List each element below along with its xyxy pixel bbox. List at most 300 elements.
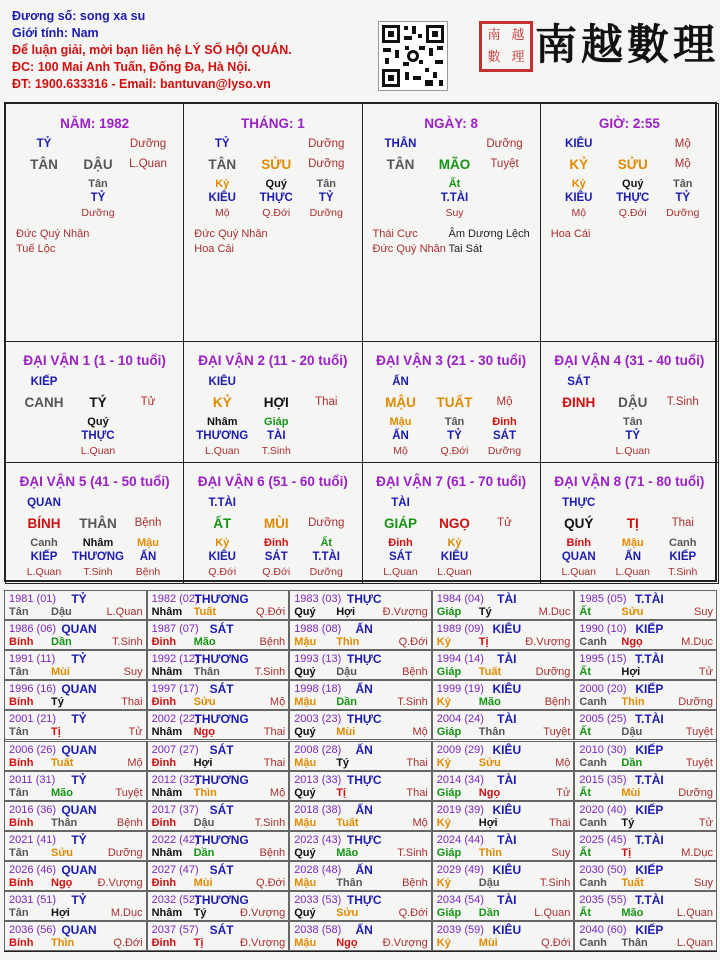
year-cell [574,620,717,650]
hidden-phase: Q.Đới [618,207,647,219]
year-cell [4,590,147,620]
year-star: KIẾP [635,862,664,877]
main-star: T.TÀI [208,497,236,509]
header-info [12,8,292,93]
year-star: THƯƠNG [194,832,249,847]
year-stem: Đinh [151,756,177,769]
year-branch: Tị [621,846,632,859]
hidden-stem: Kỷ [447,537,462,549]
year-phase: Q.Đới [255,876,286,889]
year-stem: Mậu [294,816,317,829]
year-stem: Mậu [294,756,317,769]
main-star: THỰC [562,497,596,509]
year-phase: Dưỡng [535,666,571,679]
year-cell [4,801,147,831]
earthly-branch: TỊ [626,516,639,531]
year-star: KIẾP [635,622,664,637]
year-stem: Tân [9,907,29,919]
year-phase: L.Quan [676,907,713,919]
year-phase: Bệnh [259,846,286,859]
year-star: TỶ [71,832,87,847]
hidden-star: KIẾP [30,551,58,563]
year-phase: Mộ [127,756,143,769]
year-branch: Hợi [621,666,641,679]
year-label: 1985 (05) [579,593,627,605]
year-stem: Đinh [151,696,177,709]
hidden-stem: Bính [566,537,591,549]
year-star: SÁT [209,923,234,938]
year-phase: Suy [694,876,713,889]
year-branch: Mùi [193,876,213,889]
year-cell [147,891,290,921]
year-label: 2004 (24) [436,713,484,726]
year-stem: Bính [9,937,34,950]
year-cell [574,650,717,680]
year-branch: Tuất [478,666,502,679]
heavenly-stem: QUÝ [564,516,594,531]
phase-label: Tuyệt [490,158,519,170]
year-phase: Dưỡng [678,696,713,709]
year-phase: Suy [694,606,713,618]
earthly-branch: NGỌ [439,516,470,531]
hidden-stem: Mậu [389,416,412,428]
year-cell [432,831,575,861]
year-star: QUAN [61,802,97,817]
hidden-stem: Giáp [264,416,289,428]
year-phase: L.Quan [676,937,713,950]
year-star: SÁT [209,622,234,637]
phase-label: Tử [497,517,512,529]
hidden-stem: Ất [448,178,461,190]
year-star: TÀI [497,772,517,787]
year-cell [147,831,290,861]
year-cell [432,801,575,831]
year-star: SÁT [209,802,234,817]
year-cell [4,650,147,680]
year-stem: Mậu [294,937,317,950]
year-branch: Mão [193,636,216,649]
year-label: 2031 (51) [9,894,57,906]
year-branch: Tuất [336,816,359,829]
year-label: 1988 (08) [294,623,342,636]
year-branch: Dần [336,696,357,709]
year-branch: Tý [336,756,350,769]
year-label: 2020 (40) [579,803,627,816]
year-star: TỶ [71,772,87,787]
pillar-cell [5,103,184,342]
hidden-phase: T.Sinh [83,566,113,578]
dai-van-cell [183,462,362,584]
hidden-star: TỶ [675,192,691,204]
year-label: 1991 (11) [9,653,56,666]
year-star: QUAN [61,862,97,877]
year-phase: Mộ [269,696,286,709]
year-cell [289,741,432,771]
cell-title: ĐẠI VẬN 7 (61 - 70 tuổi) [376,474,527,489]
year-branch: Tị [336,786,346,799]
phase-label: Mộ [674,158,691,170]
year-star: ẤN [355,622,373,637]
year-phase: Tử [698,816,713,829]
year-branch: Mùi [51,666,70,679]
year-star: THỰC [346,652,382,667]
year-cell [432,650,575,680]
year-cell [574,710,717,740]
year-branch: Hợi [193,756,213,769]
year-phase: Tử [128,726,143,739]
year-star: TỶ [71,652,87,667]
year-star: SÁT [209,862,234,877]
earthly-branch: HỢI [263,395,289,410]
main-star: QUAN [27,497,61,509]
year-branch: Dần [51,636,72,649]
year-cell [289,650,432,680]
year-phase: T.Sinh [539,876,571,889]
year-label: 1989 (09) [436,623,484,636]
year-phase: Đ.Vượng [525,636,571,649]
year-cell [574,861,717,891]
earthly-branch: DẬU [83,157,113,172]
year-star: SÁT [209,682,234,697]
year-phase: Mộ [555,756,571,769]
year-stem: Nhâm [151,907,183,919]
year-branch: Tý [478,606,492,618]
year-branch: Tuất [621,876,644,889]
year-cell [432,710,575,740]
year-label: 2002 (22) [151,713,199,726]
earthly-branch: SỬU [261,157,292,172]
heavenly-stem: TÂN [386,157,415,172]
hidden-phase: Q.Đới [262,566,291,578]
year-cell [289,891,432,921]
year-branch: Tuất [193,606,216,618]
earthly-branch: TÝ [89,395,107,410]
year-stem: Kỷ [436,696,451,709]
year-star: T.TÀI [635,652,664,667]
year-branch: Mão [621,907,644,919]
heavenly-stem: KỶ [569,157,589,172]
year-label: 1995 (15) [579,653,627,666]
year-cell [147,650,290,680]
main-star: KIÊU [208,376,236,388]
year-star: THƯƠNG [194,712,249,727]
main-star: TÀI [391,497,410,509]
year-branch: Tý [51,696,64,709]
year-star: QUAN [61,742,97,757]
year-branch: Thân [336,876,363,889]
year-star: KIẾP [635,682,664,697]
hidden-star: KIÊU [440,551,469,563]
year-label: 2029 (49) [436,863,484,876]
note: Đức Quý Nhân [16,228,90,240]
year-label: 2033 (53) [294,894,342,906]
hidden-phase: L.Quan [437,566,472,578]
year-star: QUAN [61,682,97,697]
year-cell [289,921,432,951]
hidden-star: SÁT [264,551,288,563]
year-label: 2014 (34) [436,773,484,786]
hidden-star: THỰC [81,430,115,442]
cell-title: ĐẠI VẬN 3 (21 - 30 tuổi) [376,353,527,368]
year-branch: Mùi [478,937,498,950]
year-stem: Bính [9,816,34,829]
year-phase: Thai [263,756,286,769]
hidden-star: KIÊU [565,192,593,204]
year-phase: M.Dục [681,846,713,859]
year-phase: Mộ [412,816,428,829]
year-star: KIẾP [635,742,664,757]
year-phase: Tuyệt [115,786,143,799]
hidden-star: KIẾP [669,551,697,563]
year-branch: Tị [51,726,61,739]
phone-email[interactable]: ĐT: 1900.633316 - Email: bantuvan@lyso.vn [12,77,271,91]
year-branch: Ngọ [336,937,358,950]
year-label: 2024 (44) [436,833,484,846]
earthly-branch: DẬU [618,395,648,410]
year-stem: Bính [9,636,34,649]
hidden-stem: Quý [622,178,644,190]
year-label: 1983 (03) [294,593,342,605]
hidden-stem: Kỷ [215,537,230,549]
year-cell [4,861,147,891]
year-star: THỰC [346,592,382,606]
earthly-branch: THÂN [79,516,117,531]
year-phase: Thai [406,786,428,799]
hidden-star: T.TÀI [312,551,340,563]
year-phase: Q.Đới [255,606,286,618]
phase-label: Dưỡng [129,138,167,150]
cell-title: THÁNG: 1 [241,116,305,131]
year-star: ẤN [355,682,373,697]
heavenly-stem: ẤT [213,516,232,531]
year-star: T.TÀI [635,712,664,727]
cell-title: NĂM: 1982 [60,116,130,131]
year-cell [432,680,575,710]
year-phase: Tuyệt [685,756,713,769]
year-star: T.TÀI [635,893,664,907]
hidden-phase: Dưỡng [487,445,522,457]
year-cell [147,801,290,831]
year-phase: Đ.Vượng [240,937,286,950]
year-phase: Tử [556,786,571,799]
year-phase: M.Dục [110,907,143,919]
year-label: 1984 (04) [436,593,484,605]
year-stem: Ất [579,606,591,618]
hidden-stem: Nhâm [82,537,114,549]
heavenly-stem: TÂN [208,157,237,172]
year-branch: Sửu [193,696,216,709]
year-label: 2013 (33) [294,773,342,786]
year-star: T.TÀI [635,832,664,847]
year-cell [289,831,432,861]
year-stem: Mậu [294,696,317,709]
year-cell [574,891,717,921]
year-stem: Quý [294,726,316,739]
year-stem: Bính [9,876,34,889]
hidden-star: SÁT [389,551,412,563]
year-star: T.TÀI [635,592,664,606]
year-phase: Bệnh [116,816,143,829]
heavenly-stem: MẬU [385,395,416,410]
year-cell [147,921,290,951]
year-label: 1987 (07) [151,623,199,636]
hidden-star: THỰC [616,192,650,204]
phase-label: Mộ [674,138,691,150]
year-star: T.TÀI [635,772,664,787]
year-cell [289,620,432,650]
hidden-stem: Đinh [492,416,517,428]
year-label: 2034 (54) [436,894,484,906]
year-label: 1998 (18) [294,683,342,696]
qr-code[interactable] [378,21,448,91]
year-cell [4,680,147,710]
earthly-branch: MÙI [263,516,289,531]
year-star: KIÊU [492,923,522,938]
year-stem: Giáp [436,666,462,679]
year-phase: Đ.Vượng [382,606,428,618]
year-phase: M.Dục [681,636,713,649]
chart-grid [4,102,717,582]
year-label: 2005 (25) [579,713,627,726]
year-phase: Đ.Vượng [382,937,428,950]
hidden-phase: Dưỡng [309,207,343,219]
year-branch: Hợi [51,907,70,919]
year-phase: Thai [121,696,143,709]
year-branch: Thân [621,937,648,950]
hidden-star: KIÊU [208,551,236,563]
cell-title: ĐẠI VẬN 4 (31 - 40 tuổi) [554,353,705,368]
year-phase: Đ.Vượng [97,876,143,889]
year-label: 2007 (27) [151,743,199,756]
year-phase: Suy [123,666,143,679]
year-stem: Ất [579,786,591,799]
year-stem: Đinh [151,816,177,829]
year-star: TỶ [71,712,87,727]
year-label: 1999 (19) [436,683,484,696]
year-star: ẤN [355,802,373,817]
cell-title: ĐẠI VẬN 8 (71 - 80 tuổi) [554,474,705,489]
year-cell [147,680,290,710]
year-cell [147,771,290,801]
year-phase: T.Sinh [254,816,286,829]
year-branch: Hợi [336,606,356,618]
yearly-luck-table [4,590,717,952]
earthly-branch: TUẤT [436,395,473,410]
year-stem: Đinh [151,876,177,889]
year-phase: Q.Đới [541,937,571,950]
year-branch: Hợi [478,816,498,829]
year-cell [4,741,147,771]
hidden-stem: Canh [30,537,58,549]
year-phase: Mộ [269,786,286,799]
year-star: KIẾP [635,923,664,938]
year-branch: Dậu [621,726,643,739]
year-star: THỰC [346,832,382,847]
year-cell [4,620,147,650]
year-cell [289,680,432,710]
main-star: KIẾP [30,376,58,388]
year-branch: Sửu [621,606,644,618]
year-branch: Tuất [51,756,74,769]
hidden-stem: Tân [444,416,465,428]
year-stem: Tân [9,846,29,859]
year-label: 2021 (41) [9,833,57,846]
year-cell [574,801,717,831]
year-stem: Nhâm [151,606,183,618]
note: Thái Cực [372,228,418,240]
year-branch: Thìn [478,846,503,859]
hidden-star: KIÊU [208,192,236,204]
year-label: 2008 (28) [294,743,342,756]
year-cell [289,710,432,740]
year-label: 1993 (13) [294,653,342,666]
year-branch: Dậu [478,876,500,889]
year-branch: Thìn [51,937,75,950]
year-phase: Tử [698,666,713,679]
year-cell [574,831,717,861]
main-star: SÁT [567,376,591,388]
year-branch: Mão [336,846,359,859]
hidden-phase: Dưỡng [666,207,700,219]
year-label: 1992 (12) [151,653,199,666]
year-label: 2001 (21) [9,713,57,726]
year-stem: Giáp [436,846,462,859]
year-star: ẤN [355,862,373,877]
note: Đức Quý Nhân [194,228,268,240]
year-stem: Ất [579,666,591,679]
year-stem: Canh [579,876,607,889]
year-branch: Sửu [51,846,74,859]
year-cell [289,590,432,620]
year-star: ẤN [355,742,373,757]
heavenly-stem: ĐINH [562,395,596,410]
year-phase: T.Sinh [112,636,143,649]
year-stem: Đinh [151,937,177,950]
note: Hoa Cái [550,228,591,240]
year-star: KIÊU [492,862,522,877]
year-star: KIẾP [635,802,664,817]
year-label: 2019 (39) [436,803,484,816]
dai-van-cell [362,462,541,584]
year-branch: Mão [478,696,501,709]
year-stem: Đinh [151,636,177,649]
year-phase: Dưỡng [678,786,713,799]
year-star: THƯƠNG [194,652,249,667]
year-stem: Quý [294,786,316,799]
main-star: THÂN [384,138,417,150]
hidden-stem: Quý [87,416,109,428]
hidden-star: TỶ [447,430,462,442]
year-label: 2022 (42) [151,833,199,846]
cell-title: NGÀY: 8 [424,116,478,131]
year-cell [574,771,717,801]
year-label: 2012 (32) [151,773,199,786]
year-branch: Ngọ [51,876,73,889]
cell-title: ĐẠI VẬN 1 (1 - 10 tuổi) [23,353,166,368]
year-phase: Bệnh [544,696,571,709]
year-cell [574,741,717,771]
year-cell [4,710,147,740]
year-phase: T.Sinh [254,666,286,679]
year-star: QUAN [61,622,97,637]
year-cell [574,680,717,710]
year-star: TÀI [497,832,517,847]
contact-note: Để luận giải, mời bạn liên hệ LÝ SỐ HỘI QUÁN. [12,43,292,57]
year-label: 1994 (14) [436,653,484,666]
hidden-star: SÁT [493,430,516,442]
year-phase: L.Quan [106,606,143,618]
hidden-phase: Dưỡng [81,207,115,219]
